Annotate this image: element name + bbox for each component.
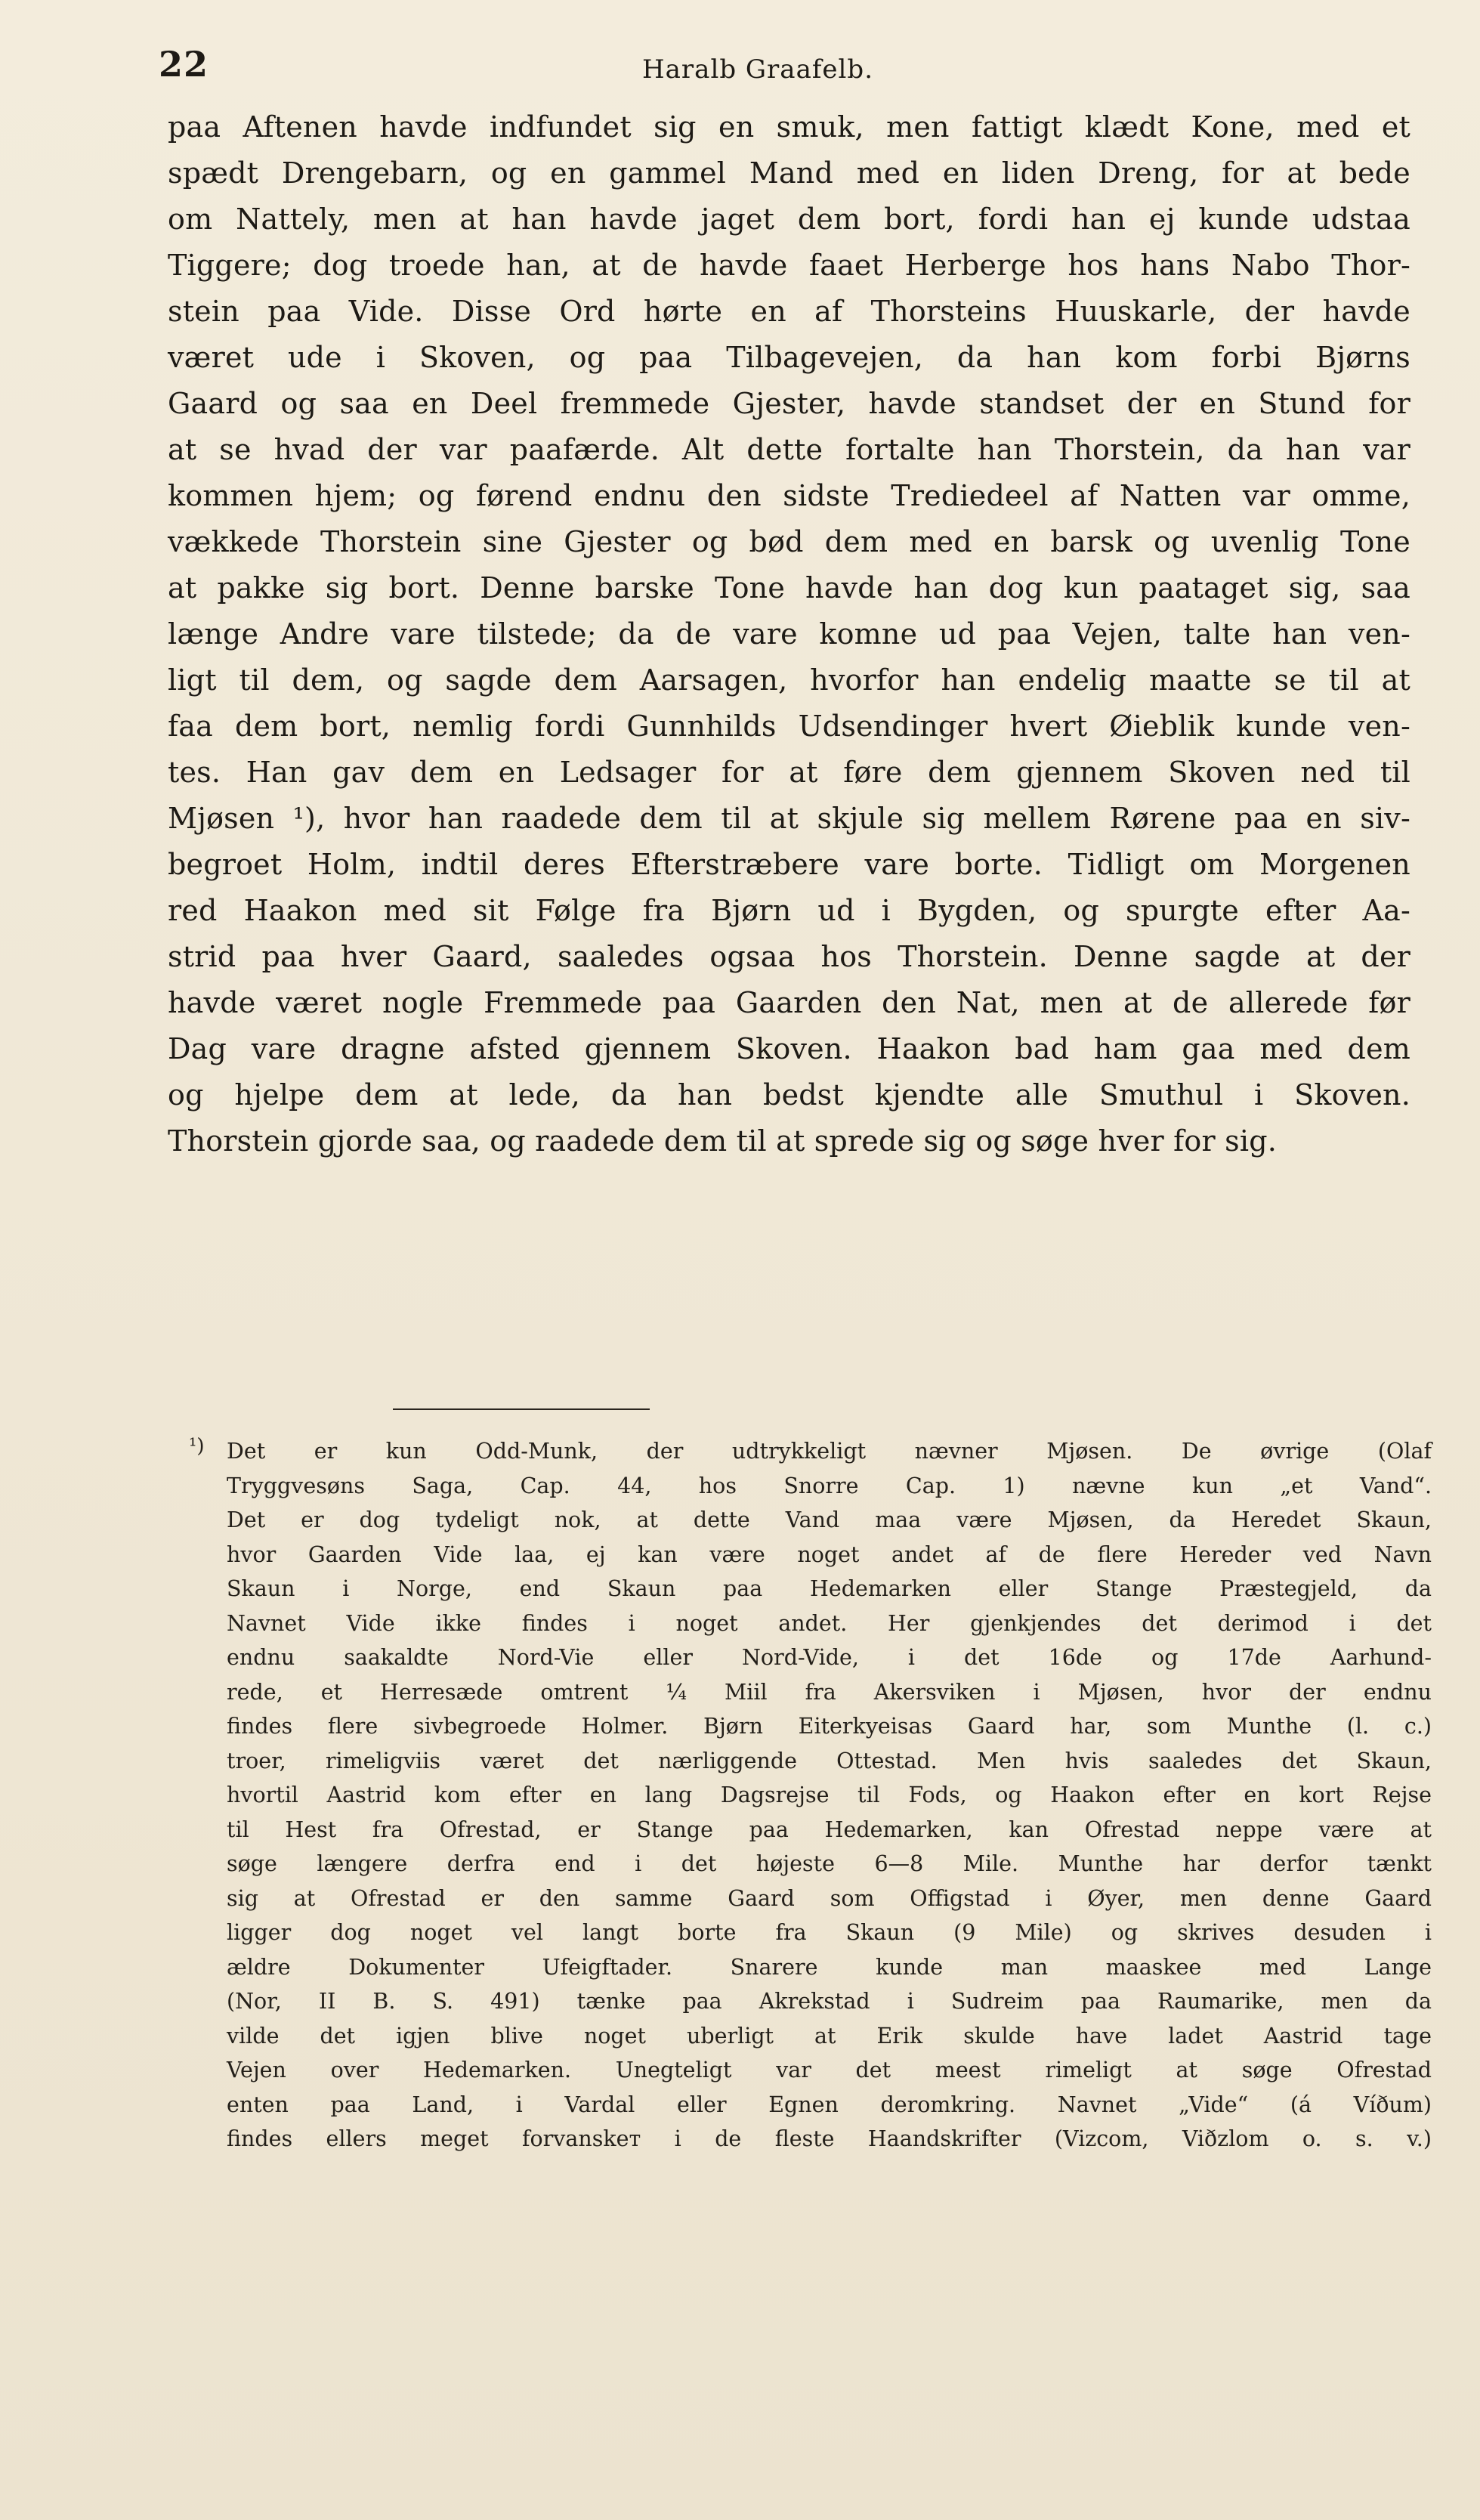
footnote-divider xyxy=(393,1408,650,1410)
running-title: Haralb Graafelb. xyxy=(642,54,873,85)
footnote-line: Vejen over Hedemarken. Unegteligt var det meest rimeligt at søge Ofrestad xyxy=(227,2058,1432,2082)
page-number: 22 xyxy=(159,44,209,85)
body-line: red Haakon med sit Følge fra Bjørn ud i Bygden, og spurgte efter Aa- xyxy=(168,894,1410,927)
footnote-line: søge længere derfra end i det højeste 6—8 Mile. Munthe har derfor tænkt xyxy=(227,1851,1432,1876)
body-line: Dag vare dragne afsted gjennem Skoven. Haakon bad ham gaa med dem xyxy=(168,1032,1410,1065)
body-line: vækkede Thorstein sine Gjester og bød dem med en barsk og uvenlig Tone xyxy=(168,525,1410,558)
footnote-line: ligger dog noget vel langt borte fra Skaun (9 Mile) og skrives desuden i xyxy=(227,1920,1432,1945)
footnote-line: findes ellers meget forvanskeт i de fleste Haandskrifter (Vizcom, Viðzlom o. s. v.) xyxy=(227,2126,1432,2151)
body-line: spædt Drengebarn, og en gammel Mand med en liden Dreng, for at bede xyxy=(168,156,1410,190)
body-line: begroet Holm, indtil deres Efterstræbere vare borte. Tidligt om Morgenen xyxy=(168,848,1410,881)
body-line: Mjøsen ¹), hvor han raadede dem til at skjule sig mellem Rørene paa en siv- xyxy=(168,802,1410,835)
footnote-line: hvor Gaarden Vide laa, ej kan være noget andet af de flere Hereder ved Navn xyxy=(227,1541,1432,1567)
footnote-line: endnu saakaldte Nord-Vie eller Nord-Vide, i det 16de og 17de Aarhund- xyxy=(227,1645,1432,1670)
body-line: havde været nogle Fremmede paa Gaarden den Nat, men at de allerede før xyxy=(168,986,1410,1019)
body-line: om Nattely, men at han havde jaget dem bort, fordi han ej kunde udstaa xyxy=(168,203,1410,236)
body-line: at se hvad der var paafærde. Alt dette fortalte han Thorstein, da han var xyxy=(168,433,1410,466)
footnote-line: Det er dog tydeligt nok, at dette Vand maa være Mjøsen, da Heredet Skaun, xyxy=(227,1507,1432,1532)
footnote-line xyxy=(189,1434,1432,1469)
body-line: kommen hjem; og førend endnu den sidste Trediedeel af Natten var omme, xyxy=(168,479,1410,512)
footnote-line: til Hest fra Ofrestad, er Stange paa Hedemarken, kan Ofrestad neppe være at xyxy=(227,1817,1432,1842)
footnote-line: ældre Dokumenter Ufeigftader. Snarere kunde man maaskee med Lange xyxy=(227,1954,1432,1980)
footnote-line: troer, rimeligviis været det nærliggende Ottestad. Men hvis saaledes det Skaun, xyxy=(227,1748,1432,1773)
footnote-line: hvortil Aastrid kom efter en lang Dagsrejse til Fods, og Haakon efter en kort Rejse xyxy=(227,1783,1432,1807)
footnote-line-text: Det er kun Odd-Munk, der udtrykkeligt nævner Mjøsen. De øvrige (Olaf xyxy=(227,1439,1432,1464)
body-line: været ude i Skoven, og paa Tilbagevejen, da han kom forbi Bjørns xyxy=(168,341,1410,374)
footnote-marker: ¹) xyxy=(189,1435,205,1458)
footnote-line: Navnet Vide ikke findes i noget andet. Her gjenkjendes det derimod i det xyxy=(227,1610,1432,1636)
body-line: og hjelpe dem at lede, da han bedst kjendte alle Smuthul i Skoven. xyxy=(168,1078,1410,1112)
body-line: stein paa Vide. Disse Ord hørte en af Thorsteins Huuskarle, der havde xyxy=(168,295,1410,328)
body-line: Gaard og saa en Deel fremmede Gjester, havde standset der en Stund for xyxy=(168,387,1410,420)
footnote-line: vilde det igjen blive noget uberligt at Erik skulde have ladet Aastrid tage xyxy=(227,2023,1432,2048)
footnote-line: enten paa Land, i Vardal eller Egnen deromkring. Navnet „Vide“ (á Víðum) xyxy=(227,2092,1432,2117)
body-line: Thorstein gjorde saa, og raadede dem til at sprede sig og søge hver for sig. xyxy=(168,1124,1277,1158)
body-line: paa Aftenen havde indfundet sig en smuk, men fattigt klædt Kone, med et xyxy=(168,110,1410,144)
body-line: tes. Han gav dem en Ledsager for at føre dem gjennem Skoven ned til xyxy=(168,756,1410,789)
body-line: at pakke sig bort. Denne barske Tone havde han dog kun paataget sig, saa xyxy=(168,571,1410,604)
footnote-line: rede, et Herresæde omtrent ¼ Miil fra Akersviken i Mjøsen, hvor der endnu xyxy=(227,1679,1432,1705)
body-line: faa dem bort, nemlig fordi Gunnhilds Udsendinger hvert Øieblik kunde ven- xyxy=(168,710,1410,743)
footnote-line: Skaun i Norge, end Skaun paa Hedemarken eller Stange Præstegjeld, da xyxy=(227,1576,1432,1601)
body-line: ligt til dem, og sagde dem Aarsagen, hvorfor han endelig maatte se til at xyxy=(168,663,1410,697)
footnote-line: findes flere sivbegroede Holmer. Bjørn Eiterkyeisas Gaard har, som Munthe (l. c.) xyxy=(227,1714,1432,1739)
footnote-line: Tryggvesøns Saga, Cap. 44, hos Snorre Cap. 1) nævne kun „et Vand“. xyxy=(227,1473,1432,1498)
body-line: strid paa hver Gaard, saaledes ogsaa hos Thorstein. Denne sagde at der xyxy=(168,940,1410,973)
footnote-line: (Nor, II B. S. 491) tænke paa Akrekstad i Sudreim paa Raumarike, men da xyxy=(227,1989,1432,2014)
body-line: Tiggere; dog troede han, at de havde faaet Herberge hos hans Nabo Thor- xyxy=(168,249,1410,282)
body-text xyxy=(168,104,1410,1164)
footnote-line: sig at Ofrestad er den samme Gaard som Offigstad i Øyer, men denne Gaard xyxy=(227,1885,1432,1911)
body-line: længe Andre vare tilstede; da de vare komne ud paa Vejen, talte han ven- xyxy=(168,617,1410,651)
footnotes xyxy=(189,1434,1432,2157)
running-head xyxy=(159,44,1322,97)
